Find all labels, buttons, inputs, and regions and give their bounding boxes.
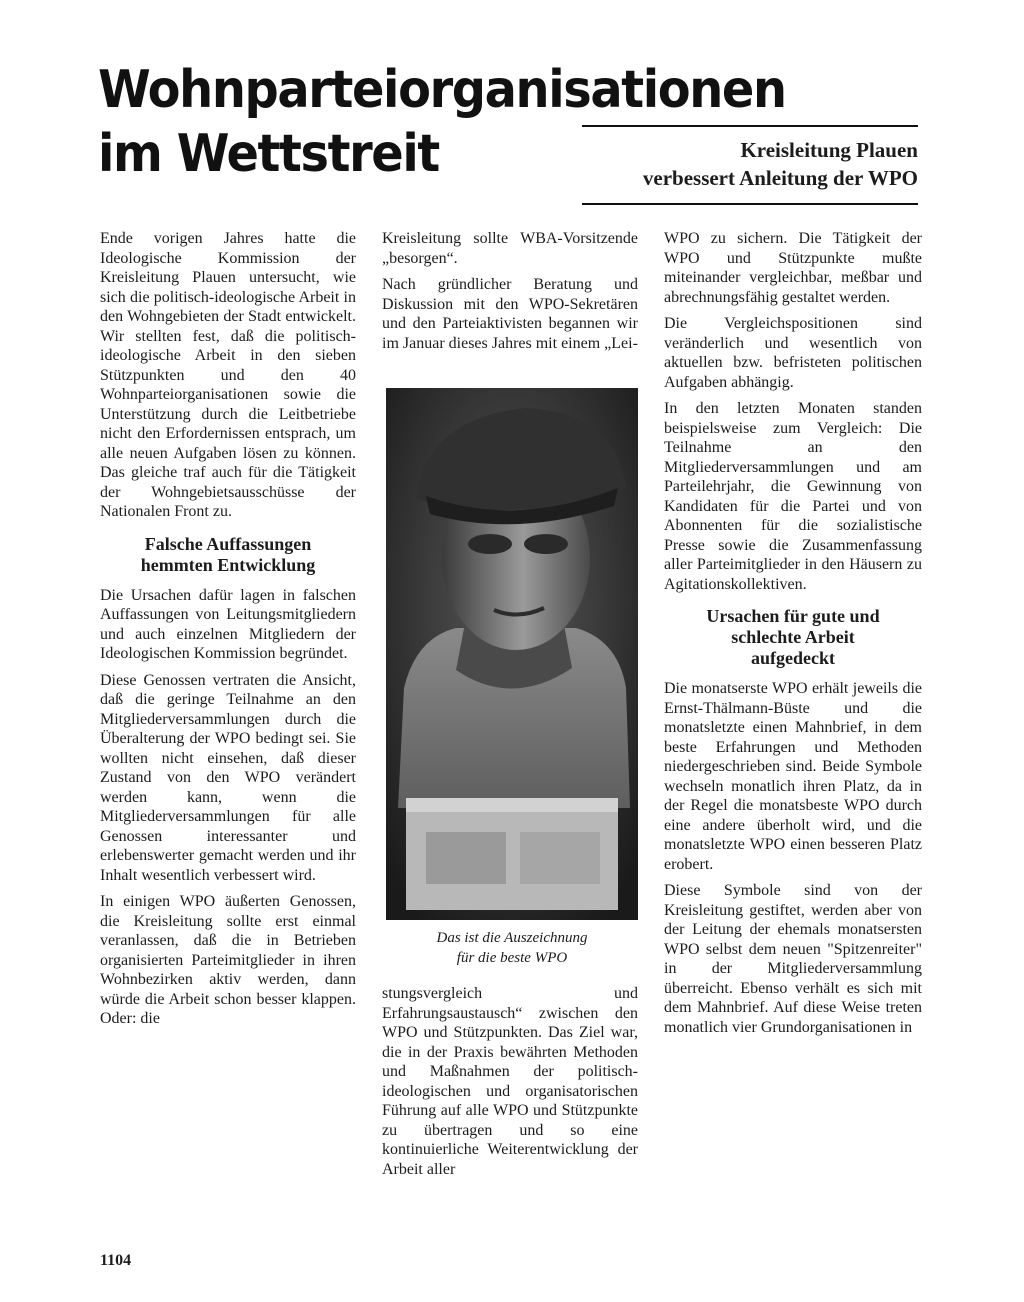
bust-photo xyxy=(386,388,638,920)
page-number: 1104 xyxy=(100,1252,132,1269)
article-column-2-top xyxy=(382,229,638,360)
subhead-top-rule xyxy=(582,125,918,127)
section-heading-line: Falsche Auffassungen xyxy=(144,533,312,554)
paragraph: In den letzten Monaten standen beispielsweise zum Vergleich: Die Teilnahme an den Mitgliederversammlungen und am Parteilehrjahr, die Gewinnung von Kandidaten für die Partei und von Abonnenten für die sozialistische Presse sowie die Zusammenfassung aller Parteimitglieder in den Häusern zu Agitationskollektiven. xyxy=(664,400,922,593)
paragraph: Kreisleitung sollte WBA-Vorsitzende „besorgen“. xyxy=(382,230,638,267)
paragraph: Nach gründlicher Beratung und Diskussion mit den WPO-Sekretären und den Parteiaktivisten begannen wir im Januar dieses Jahres mit einem „Lei- xyxy=(382,276,638,352)
headline-line-2: im Wettstreit xyxy=(98,124,439,184)
subhead-line-2: verbessert Anleitung der WPO xyxy=(642,166,918,190)
article-column-1 xyxy=(100,229,356,1036)
headline-line-1: Wohnparteiorganisationen xyxy=(98,60,786,120)
bust-photo-graphic xyxy=(386,388,638,920)
paragraph: Die monatserste WPO erhält jeweils die Ernst-Thälmann-Büste und die monatsletzte einen Mahnbrief, in dem beste Erfahrungen und Methoden niedergeschrieben sind. Beide Symbole wechseln monatlich ihren Platz, da in der Regel die monatsbeste WPO durch eine andere überholt wird, und die monatsletzte WPO einen besseren Platz erobert. xyxy=(664,680,922,873)
photo-caption xyxy=(386,928,638,968)
caption-line: Das ist die Auszeichnung xyxy=(436,930,588,946)
paragraph: stungsvergleich und Erfahrungsaustausch“ zwischen den WPO und Stützpunkten. Das Ziel war, die in der Praxis bewährten Methoden und Maßnahmen der politisch-ideologischen und organisatorischen Führung auf alle WPO und Stützpunkte zu übertragen und so eine kontinuierliche Weiterentwicklung der Arbeit aller xyxy=(382,985,638,1178)
subhead xyxy=(582,136,918,192)
caption-line: für die beste WPO xyxy=(456,950,568,966)
paragraph: Die Vergleichspositionen sind veränderlich und wesentlich von aktuellen bzw. befristeten politischen Aufgaben abhängig. xyxy=(664,315,922,391)
subhead-line-1: Kreisleitung Plauen xyxy=(740,138,918,162)
section-heading-line: hemmten Entwicklung xyxy=(140,554,316,575)
article-column-2-bottom xyxy=(382,984,638,1186)
paragraph: WPO zu sichern. Die Tätigkeit der WPO und Stützpunkte mußte miteinander vergleichbar, meßbar und abrechnungsfähig gestaltet werden. xyxy=(664,230,922,306)
paragraph: Diese Symbole sind von der Kreisleitung gestiftet, werden aber von der Leitung der ehemals monatsersten WPO selbst dem neuen "Spitzenreiter" in der Mitgliederversammlung überreicht. Ebenso verhält es sich mit dem Mahnbrief. Auf diese Weise treten monatlich vier Grundorganisationen in xyxy=(664,882,922,1036)
section-heading-line: Ursachen für gute und xyxy=(706,606,880,626)
paragraph: Die Ursachen dafür lagen in falschen Auffassungen von Leitungsmitgliedern und auch einzelnen Mitgliedern der Ideologischen Kommission begründet. xyxy=(100,586,356,662)
section-heading xyxy=(664,606,922,669)
section-heading xyxy=(100,534,356,576)
paragraph: Diese Genossen vertraten die Ansicht, daß die geringe Teilnahme an den Mitgliederversammlungen durch die Überalterung der WPO bedingt sei. Sie wollten nicht einsehen, daß dieser Zustand von den WPO verändert werden kann, wenn die Mitgliederversammlungen für alle Genossen interessanter und erlebenswerter gemacht werden und ihr Inhalt wesentlich verbessert wird. xyxy=(100,671,356,884)
section-heading-line: schlechte Arbeit xyxy=(731,627,855,647)
paragraph: In einigen WPO äußerten Genossen, die Kreisleitung sollte erst einmal veranlassen, daß die in Betrieben organisierten Parteimitglieder in ihren Wohnbezirken aktiv werden, dann würde die Arbeit schon besser klappen. Oder: die xyxy=(100,893,356,1027)
section-heading-line: aufgedeckt xyxy=(751,648,835,668)
subhead-bottom-rule xyxy=(582,203,918,205)
paragraph: Ende vorigen Jahres hatte die Ideologische Kommission der Kreisleitung Plauen untersucht, wie sich die politisch-ideologische Arbeit in den Wohngebieten der Stadt entwickelt. Wir stellten fest, daß die politisch-ideologische Arbeit in den sieben Stützpunkten und den 40 Wohnparteiorganisationen sowie die Unterstützung durch die Leitbetriebe nicht den Erfordernissen entsprach, um alle neuen Aufgaben lösen zu können. Das gleiche traf auch für die Tätigkeit der Wohngebietsausschüsse der Nationalen Front zu. xyxy=(100,230,356,520)
article-column-3 xyxy=(664,229,922,1044)
